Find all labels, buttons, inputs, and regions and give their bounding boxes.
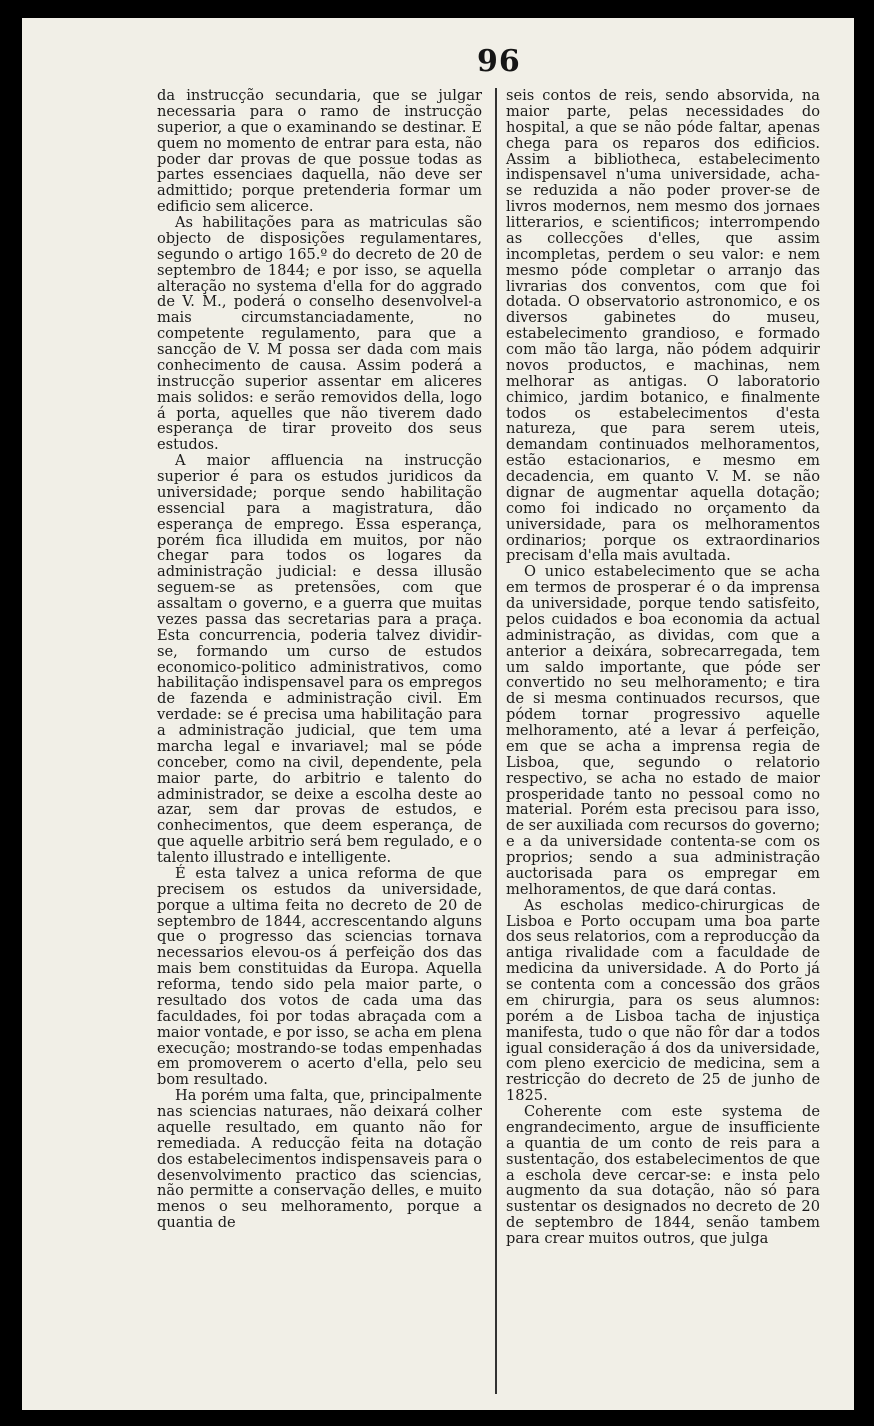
column-divider [495, 88, 497, 1394]
right-paragraph-1: seis contos de reis, sendo absorvida, na maior parte, pelas necessidades do hospital, a que se não póde faltar, apenas chega para os reparos dos edificios. Assim a bibliotheca, estabelecimento indispensavel n'uma universidade, acha-se reduzida a não poder prover-se de livros modernos, nem mesmo dos jornaes litterarios, e scientificos; interrompendo as collecções d'elles, que assim incompletas, perdem o seu valor: e nem mesmo póde completar o arranjo das livrarias dos conventos, com que foi dotada. O observatorio astronomico, e os diversos gabinetes do museu, estabelecimento grandioso, e formado com mão tão larga, não pódem adquirir novos productos, e machinas, nem melhorar as antigas. O laboratorio chimico, jardim botanico, e finalmente todos os estabelecimentos d'esta natureza, que para serem uteis, demandam continuados melhoramentos, estão estacionarios, e mesmo em decadencia, em quanto V. M. se não dignar de augmentar aquella dotação; como foi indicado no orçamento da universidade, para os melhoramentos ordinarios; porque os extraordinarios precisam d'ella mais avultada. [506, 87, 820, 565]
right-paragraph-3: As escholas medico-chirurgicas de Lisboa e Porto occupam uma boa parte dos seus relatorios, com a reproducção da antiga rivalidade com a faculdade de medicina da universidade. A do Porto já se contenta com a concessão dos grãos em chirurgia, para os seus alumnos: porém a de Lisboa tacha de injustiça manifesta, tudo o que não fôr dar a todos igual consideração á dos da universidade, com pleno exercicio de medicina, sem a restricção do decreto de 25 de junho de 1825. [506, 896, 820, 1105]
right-column [506, 88, 820, 1247]
left-paragraph-3: A maior affluencia na instrucção superior é para os estudos juridicos da universidade; porque sendo habilitação essencial para a magistratura, dão esperança de emprego. Essa esperança, porém fica illudida em muitos, por não chegar para todos os logares da administração judicial: e dessa illusão seguem-se as pretensões, com que assaltam o governo, e a guerra que muitas vezes passa das secretarias para a praça. Esta concurrencia, poderia talvez dividir-se, formando um curso de estudos economico-politico administrativos, como habilitação indispensavel para os empregos de fazenda e administração civil. Em verdade: se é precisa uma habilitação para a administração judicial, que tem uma marcha legal e invariavel; mal se póde conceber, como na civil, dependente, pela maior parte, do arbitrio e talento do administrador, se deixe a escolha deste ao azar, sem dar provas de estudos, e conhecimentos, que deem esperança, de que aquelle arbitrio será bem regulado, e o talento illustrado e intelligente. [157, 452, 482, 866]
left-paragraph-2: As habilitações para as matriculas são objecto de disposições regulamentares, segundo o artigo 165.º do decreto de 20 de septembro de 1844; e por isso, se aquella alteração no systema d'ella for do aggrado de V. M., poderá o conselho desenvolvel-a mais circumstanciadamente, no competente regulamento, para que a sancção de V. M possa ser dada com mais conhecimento de causa. Assim poderá a instrucção superior assentar em aliceres mais solidos: e serão removidos della, logo á porta, aquelles que não tiverem dado esperança de tirar proveito dos seus estudos. [157, 214, 482, 454]
left-paragraph-1: da instrucção secundaria, que se julgar necessaria para o ramo de instrucção superior, a que o examinando se destinar. E quem no momento de entrar para esta, não poder dar provas de que possue todas as partes essenciaes daquella, não deve ser admittido; porque pretenderia formar um edificio sem alicerce. [157, 87, 482, 216]
page-number: 96 [477, 44, 521, 79]
right-paragraph-2: O unico estabelecimento que se acha em termos de prosperar é o da imprensa da universidade, porque tendo satisfeito, pelos cuidados e boa economia da actual administração, as dividas, com que a anterior a deixára, sobrecarregada, tem um saldo importante, que póde ser convertido no seu melhoramento; e tira de si mesma continuados recursos, que pódem tornar progressivo aquelle melhoramento, até a levar á perfeição, em que se acha a imprensa regia de Lisboa, que, segundo o relatorio respectivo, se acha no estado de maior prosperidade tanto no pessoal como no material. Porém esta precisou para isso, de ser auxiliada com recursos do governo; e a da universidade contenta-se com os proprios; sendo a sua administração auctorisada para os empregar em melhoramentos, de que dará contas. [506, 563, 820, 898]
left-paragraph-5: Ha porém uma falta, que, principalmente nas sciencias naturaes, não deixará colher aquelle resultado, em quanto não for remediada. A reducção feita na dotação dos estabelecimentos indispensaveis para o desenvolvimento practico das sciencias, não permitte a conservação delles, e muito menos o seu melhoramento, porque a quantia de [157, 1087, 482, 1232]
left-paragraph-4: É esta talvez a unica reforma de que precisem os estudos da universidade, porque a ultima feita no decreto de 20 de septembro de 1844, accrescentando alguns que o progresso das sciencias tornava necessarios elevou-os á perfeição dos das mais bem constituidas da Europa. Aquella reforma, tendo sido pela maior parte, o resultado dos votos de cada uma das faculdades, foi por todas abraçada com a maior vontade, e por isso, se acha em plena execução; mostrando-se todas empenhadas em promoverem o acerto d'ella, pelo seu bom resultado. [157, 864, 482, 1089]
left-column [157, 88, 482, 1231]
newspaper-page [22, 18, 854, 1410]
right-paragraph-4: Coherente com este systema de engrandecimento, argue de insufficiente a quantia de um conto de reis para a sustentação, dos estabelecimentos de que a eschola deve cercar-se: e insta pelo augmento da sua dotação, não só para sustentar os designados no decreto de 20 de septembro de 1844, senão tambem para crear muitos outros, que julga [506, 1103, 820, 1247]
